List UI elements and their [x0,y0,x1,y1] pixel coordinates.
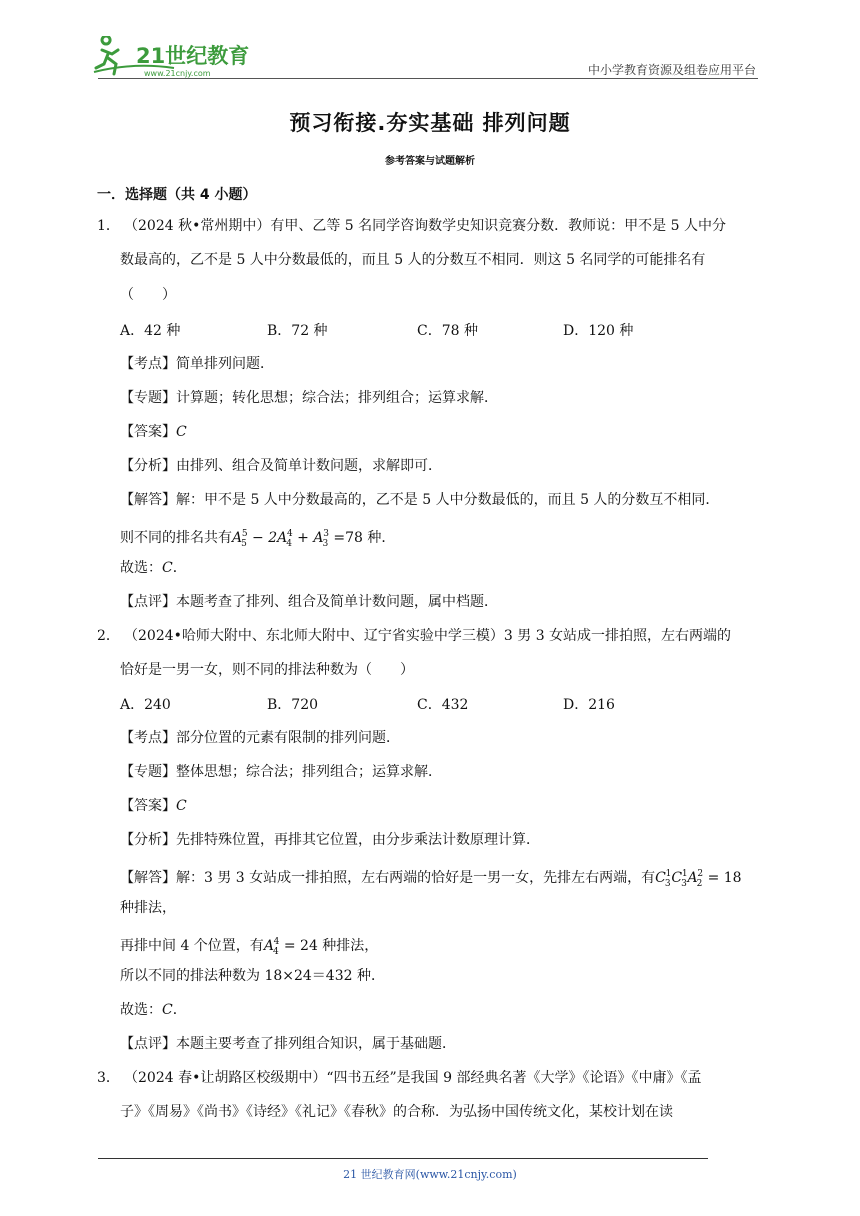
q1-option-d: D．120 种 [563,323,634,339]
q1-formula-line: 则不同的排名共有$A_5^5 - 2A_4^4 + A_3^3 =78$ 种． [120,529,396,549]
q1-stem-line3: （ ） [120,287,176,303]
q2-stem-line2: 恰好是一男一女，则不同的排法种数为（ ） [120,662,414,678]
q2-option-d: D．216 [563,697,615,713]
footer-divider [98,1158,708,1159]
q2-mid-line: 再排中间 4 个位置，有$A_4^4 = 24$ 种排法， [120,937,379,957]
q1-zhuanti: 【专题】计算题；转化思想；综合法；排列组合；运算求解． [120,390,498,406]
q2-option-b: B．720 [267,697,319,713]
footer-site-text[interactable]: 21 世纪教育网(www.21cnjy.com) [343,1168,517,1181]
logo-url: www.21cnjy.com [144,69,211,78]
header-platform-text: 中小学教育资源及组卷应用平台 [587,63,756,77]
q1-guxuan: 故选：C． [120,560,187,576]
q2-formula-2: $A_4^4$ [263,937,280,957]
q1-fenxi: 【分析】由排列、组合及简单计数问题，求解即可． [120,458,442,474]
q2-formula-1: $C_3^1C_3^1A_2^2$ [655,869,704,889]
q2-number: 2． [97,628,120,644]
q1-option-a: A．42 种 [120,323,181,339]
q2-stem-line1: （2024•哈师大附中、东北师大附中、辽宁省实验中学三模）3 男 3 女站成一排拍照，左右两端的 [124,628,732,644]
q1-stem-line1: （2024 秋•常州期中）有甲、乙等 5 名同学咨询数学史知识竞赛分数．教师说：甲不是 5 人中分 [124,218,726,234]
q1-number: 1． [97,218,120,234]
header-divider [98,78,758,79]
page-subtitle: 参考答案与试题解析 [385,156,475,167]
q2-total-line: 所以不同的排法种数为 18×24＝432 种． [120,968,385,984]
logo-text: 21世纪教育 [136,44,250,68]
q2-guxuan: 故选：C． [120,1002,187,1018]
q2-fenxi: 【分析】先排特殊位置，再排其它位置，由分步乘法计数原理计算． [120,832,540,848]
q2-option-c: C．432 [417,697,469,713]
q2-option-a: A．240 [120,697,171,713]
q2-dianping: 【点评】本题主要考查了排列组合知识，属于基础题． [120,1036,456,1052]
q1-answer: 【答案】C [120,424,187,440]
q2-zhuanti: 【专题】整体思想；综合法；排列组合；运算求解． [120,764,442,780]
q1-formula: $A_5^5 - 2A_4^4 + A_3^3$ [232,529,329,549]
q1-jieda: 【解答】解：甲不是 5 人中分数最高的，乙不是 5 人中分数最低的，而且 5 人的分数互不相同． [120,492,720,508]
site-logo [92,36,262,80]
q3-number: 3． [97,1070,120,1086]
q1-kaodian: 【考点】简单排列问题． [120,356,274,372]
q2-jieda-cont: 种排法， [120,900,176,916]
q1-option-b: B．72 种 [267,323,328,339]
q2-jieda: 【解答】解：3 男 3 女站成一排拍照，左右两端的恰好是一男一女，先排左右两端，有$C_3^1C_3^1A_2^2 = 18$ [120,869,742,889]
q3-stem-line1: （2024 春•让胡路区校级期中）“四书五经”是我国 9 部经典名著《大学》《论语》《中庸》《孟 [124,1070,702,1086]
section-heading: 一．选择题（共 4 小题） [97,187,257,203]
q1-stem-line2: 数最高的，乙不是 5 人中分数最低的，而且 5 人的分数互不相同．则这 5 名同学的可能排名有 [120,252,706,268]
q1-option-c: C．78 种 [417,323,478,339]
q2-answer: 【答案】C [120,798,187,814]
q1-dianping: 【点评】本题考查了排列、组合及简单计数问题，属中档题． [120,594,498,610]
q2-kaodian: 【考点】部分位置的元素有限制的排列问题． [120,730,400,746]
q3-stem-line2: 子》《周易》《尚书》《诗经》《礼记》《春秋》的合称．为弘扬中国传统文化，某校计划在读 [120,1104,673,1120]
page-title: 预习衔接.夯实基础 排列问题 [289,111,571,135]
